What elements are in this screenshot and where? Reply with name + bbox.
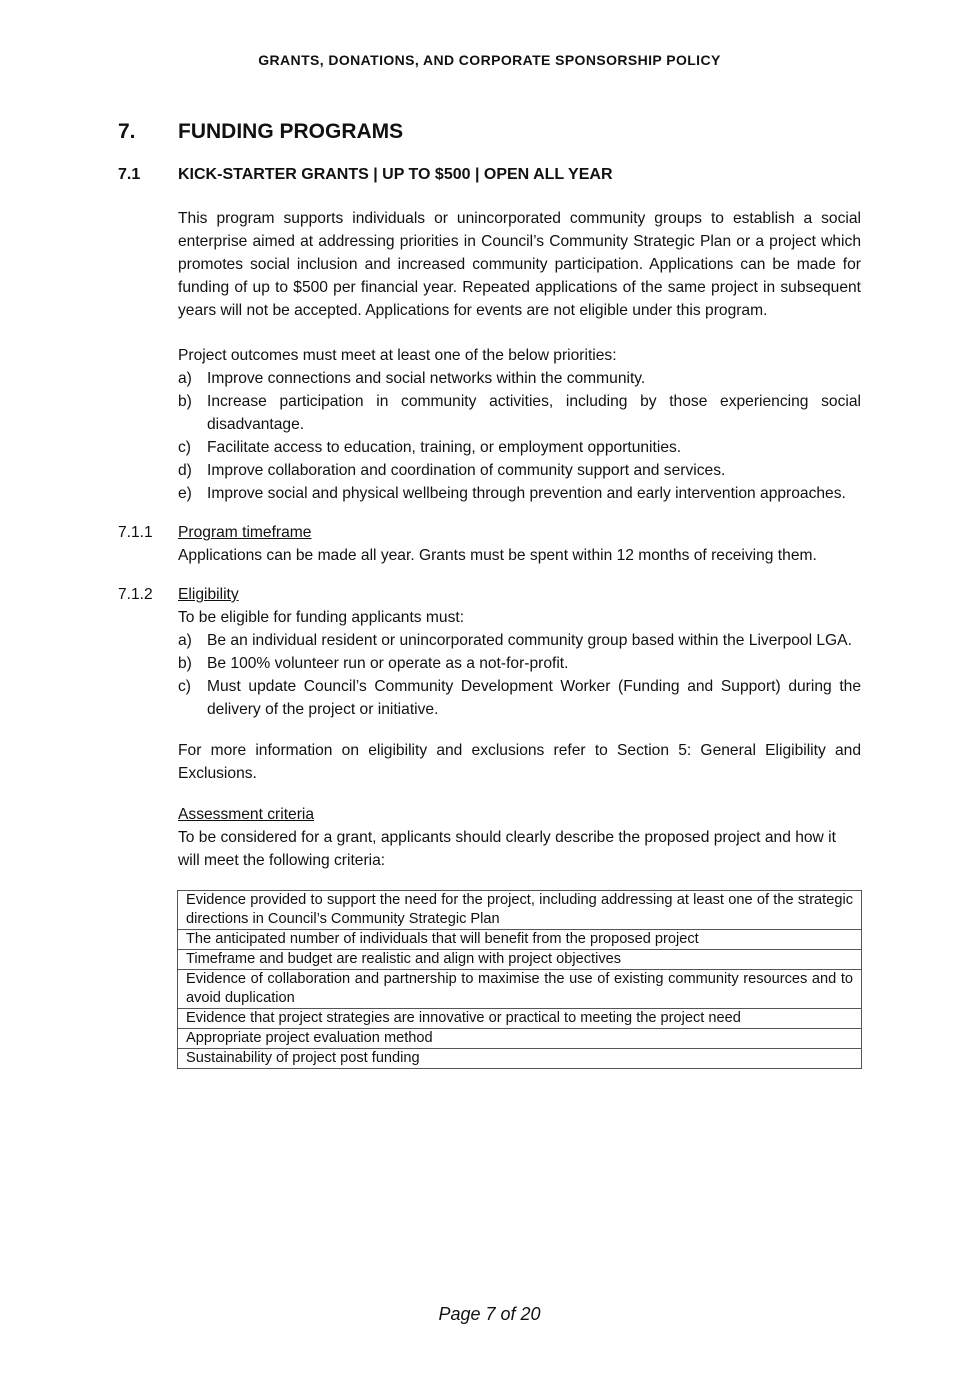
list-item — [178, 652, 861, 675]
assessment-section — [178, 803, 861, 1069]
priorities-lead: Project outcomes must meet at least one of the below priorities: — [178, 347, 617, 364]
criteria-cell: Evidence provided to support the need for the project, including addressing at least one of the strategic directions in Council’s Community Strategic Plan — [178, 891, 862, 930]
list-item — [178, 367, 861, 390]
list-item — [178, 629, 861, 652]
criteria-cell: Evidence that project strategies are innovative or practical to meeting the project need — [178, 1009, 862, 1029]
subsection-heading — [118, 166, 861, 184]
eligibility-lead: To be eligible for funding applicants must: — [178, 609, 465, 626]
eligibility-more-info: For more information on eligibility and exclusions refer to Section 5: General Eligibility and Exclusions. — [178, 742, 861, 782]
list-text: Improve social and physical wellbeing through prevention and early intervention approaches. — [207, 485, 846, 502]
list-text: Facilitate access to education, training, or employment opportunities. — [207, 439, 682, 456]
table-row — [178, 1049, 862, 1069]
section-title: FUNDING PROGRAMS — [178, 120, 404, 143]
criteria-table — [177, 890, 862, 1069]
list-marker: a) — [178, 632, 192, 649]
list-marker: e) — [178, 485, 192, 502]
body-content — [118, 207, 861, 1069]
timeframe-text: Applications can be made all year. Grants must be spent within 12 months of receiving them. — [178, 547, 817, 564]
running-header: GRANTS, DONATIONS, AND CORPORATE SPONSORSHIP POLICY — [258, 52, 721, 68]
subsection-number: 7.1 — [118, 166, 141, 183]
list-text: Improve collaboration and coordination of community support and services. — [207, 462, 726, 479]
criteria-cell: Sustainability of project post funding — [178, 1049, 862, 1069]
eligibility-number: 7.1.2 — [118, 586, 153, 603]
list-marker: a) — [178, 370, 192, 387]
list-item — [178, 459, 861, 482]
list-text: Be 100% volunteer run or operate as a not-for-profit. — [207, 655, 569, 672]
criteria-cell: Evidence of collaboration and partnership to maximise the use of existing community resources and to avoid duplication — [178, 970, 862, 1009]
list-item — [178, 436, 861, 459]
timeframe-section — [118, 521, 861, 567]
list-item — [178, 675, 861, 721]
eligibility-list — [178, 629, 861, 721]
list-marker: c) — [178, 678, 191, 695]
table-row — [178, 1009, 862, 1029]
section-heading — [118, 120, 861, 144]
intro-paragraph: This program supports individuals or unincorporated community groups to establish a social enterprise aimed at addressing priorities in Council’s Community Strategic Plan or a project which promotes social inclusion and increased community participation. Applications can be made for funding of up to $500 per financial year. Repeated applications of the same project in subsequent years will not be accepted. Applications for events are not eligible under this program. — [178, 210, 861, 319]
page-number: Page 7 of 20 — [438, 1304, 541, 1324]
table-row — [178, 950, 862, 970]
list-item — [178, 482, 861, 505]
list-marker: c) — [178, 439, 191, 456]
list-item — [178, 390, 861, 436]
table-row — [178, 891, 862, 930]
criteria-cell: Appropriate project evaluation method — [178, 1029, 862, 1049]
section-number: 7. — [118, 120, 136, 143]
table-row — [178, 930, 862, 950]
criteria-cell: The anticipated number of individuals that will benefit from the proposed project — [178, 930, 862, 950]
assessment-lead: To be considered for a grant, applicants should clearly describe the proposed project and how it will meet the following criteria: — [178, 829, 836, 869]
list-marker: b) — [178, 393, 192, 410]
list-text: Improve connections and social networks within the community. — [207, 370, 646, 387]
priorities-list — [178, 367, 861, 505]
list-text: Must update Council’s Community Development Worker (Funding and Support) during the delivery of the project or initiative. — [207, 678, 861, 718]
list-text: Be an individual resident or unincorporated community group based within the Liverpool LGA. — [207, 632, 852, 649]
eligibility-title: Eligibility — [178, 586, 239, 603]
criteria-cell: Timeframe and budget are realistic and align with project objectives — [178, 950, 862, 970]
timeframe-number: 7.1.1 — [118, 524, 153, 541]
table-row — [178, 1029, 862, 1049]
list-marker: b) — [178, 655, 192, 672]
subsection-title: KICK-STARTER GRANTS | UP TO $500 | OPEN ALL YEAR — [178, 166, 613, 183]
list-text: Increase participation in community activities, including by those experiencing social disadvantage. — [207, 393, 861, 433]
timeframe-title: Program timeframe — [178, 524, 312, 541]
assessment-title: Assessment criteria — [178, 806, 315, 823]
eligibility-section — [118, 583, 861, 785]
table-row — [178, 970, 862, 1009]
list-marker: d) — [178, 462, 192, 479]
